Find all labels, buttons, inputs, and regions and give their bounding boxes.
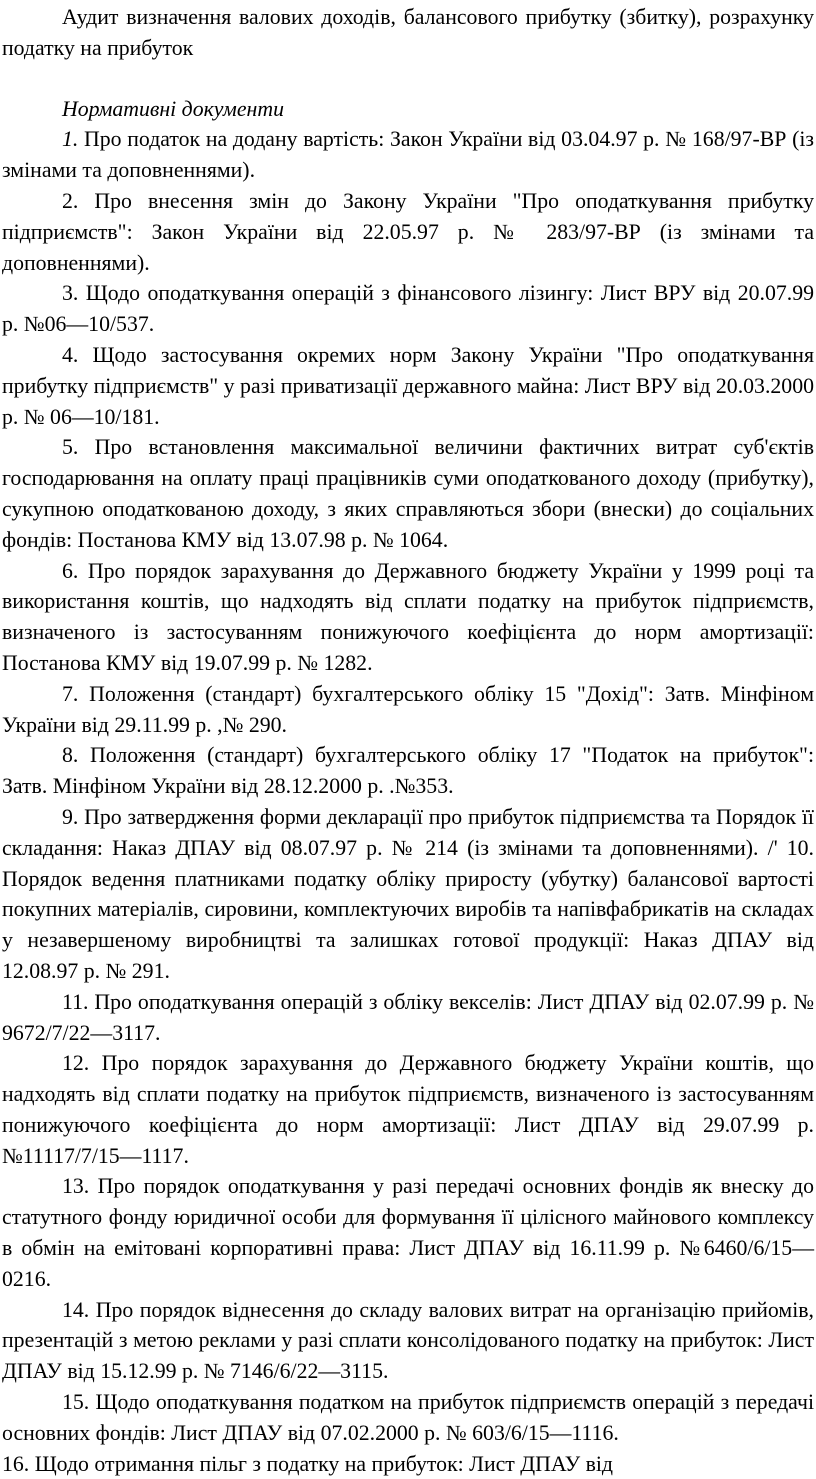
list-item-2: 2. Про внесення змін до Закону України "Про оподаткування прибутку підприємств": Закон України від 22.05.97 р. № 283/97-ВР (із змінами та доповненнями). [2, 188, 814, 275]
list-item-11: 11. Про оподаткування операцій з обліку векселів: Лист ДПАУ від 02.07.99 р. № 9672/7/22—3117. [2, 989, 814, 1045]
list-item-13: 13. Про порядок оподаткування у разі передачі основних фондів як внеску до статутного фонду юридичної особи для формування її цілісного майнового комплексу в обмін на емітовані корпоративні права: Лист ДПАУ від 16.11.99 р. №6460/6/15—0216. [2, 1174, 814, 1291]
list-item-3: 3. Щодо оподаткування операцій з фінансового лізингу: Лист ВРУ від 20.07.99 р. №06—10/537. [2, 281, 814, 337]
list-item-16: 16. Щодо отримання пільг з податку на прибуток: Лист ДПАУ від [2, 1451, 614, 1476]
list-item-5: 5. Про встановлення максимальної величини фактичних витрат суб'єктів господарювання на оплату праці працівників суми оподаткованого доходу (прибутку), сукупною оподаткованою доходу, з яких справляються збори (внески) до соціальних фондів: Постанова КМУ від 13.07.98 р. № 1064. [2, 435, 814, 552]
blank-line [2, 64, 814, 94]
list-item-8: 8. Положення (стандарт) бухгалтерського обліку 17 "Податок на прибуток": Затв. Мінфіном України від 28.12.2000 р. .№353. [2, 743, 814, 799]
document-page [2, 2, 814, 1479]
item-number: 1. [62, 127, 79, 152]
list-item-4: 4. Щодо застосування окремих норм Закону України "Про оподаткування прибутку підприємств" у разі приватизації державного майна: Лист ВРУ від 20.03.2000 р. № 06—10/181. [2, 342, 814, 429]
document-title: Аудит визначення валових доходів, балансового прибутку (збитку), розрахунку податку на прибуток [2, 5, 814, 60]
list-item-15: 15. Щодо оподаткування податком на прибуток підприємств операцій з передачі основних фондів: Лист ДПАУ від 07.02.2000 р. № 603/6/15—1116. [2, 1390, 814, 1445]
list-item-9: 9. Про затвердження форми декларації про прибуток підприємства та Порядок її складання: Наказ ДПАУ від 08.07.97 р. № 214 (із змінами та доповненнями). /' 10. Порядок ведення платниками податку обліку приросту (убутку) балансової вартості покупних матеріалів, сировини, комплектуючих виробів та напівфабрикатів на складах у незавершеному виробництві та залишках готової продукції: Наказ ДПАУ від 12.08.97 р. № 291. [2, 804, 814, 983]
item-text: Про податок на додану вартість: Закон України від 03.04.97 р. № 168/97-ВР (із змінами та доповненнями). [2, 127, 814, 183]
list-item-7: 7. Положення (стандарт) бухгалтерського обліку 15 "Дохід": Затв. Мінфіном України від 29.11.99 р. ,№ 290. [2, 681, 814, 737]
list-item-12: 12. Про порядок зарахування до Державного бюджету України коштів, що надходять від сплати податку на прибуток підприємств, визначеного із застосуванням понижуючого коефіцієнта до норм амортизації: Лист ДПАУ від 29.07.99 р. №11117/7/15—1117. [2, 1051, 814, 1168]
section-heading: Нормативні документи [62, 96, 284, 121]
list-item-1 [2, 124, 814, 186]
list-item-6: 6. Про порядок зарахування до Державного бюджету України у 1999 році та використання коштів, що надходять від сплати податку на прибуток підприємств, визначеного із застосуванням понижуючого коефіцієнта до норм амортизації: Постанова КМУ від 19.07.99 р. № 1282. [2, 558, 814, 675]
list-item-14: 14. Про порядок віднесення до складу валових витрат на організацію прийомів, презентацій з метою реклами у разі сплати консолідованого податку на прибуток: Лист ДПАУ від 15.12.99 р. № 7146/6/22—3115. [2, 1297, 814, 1384]
